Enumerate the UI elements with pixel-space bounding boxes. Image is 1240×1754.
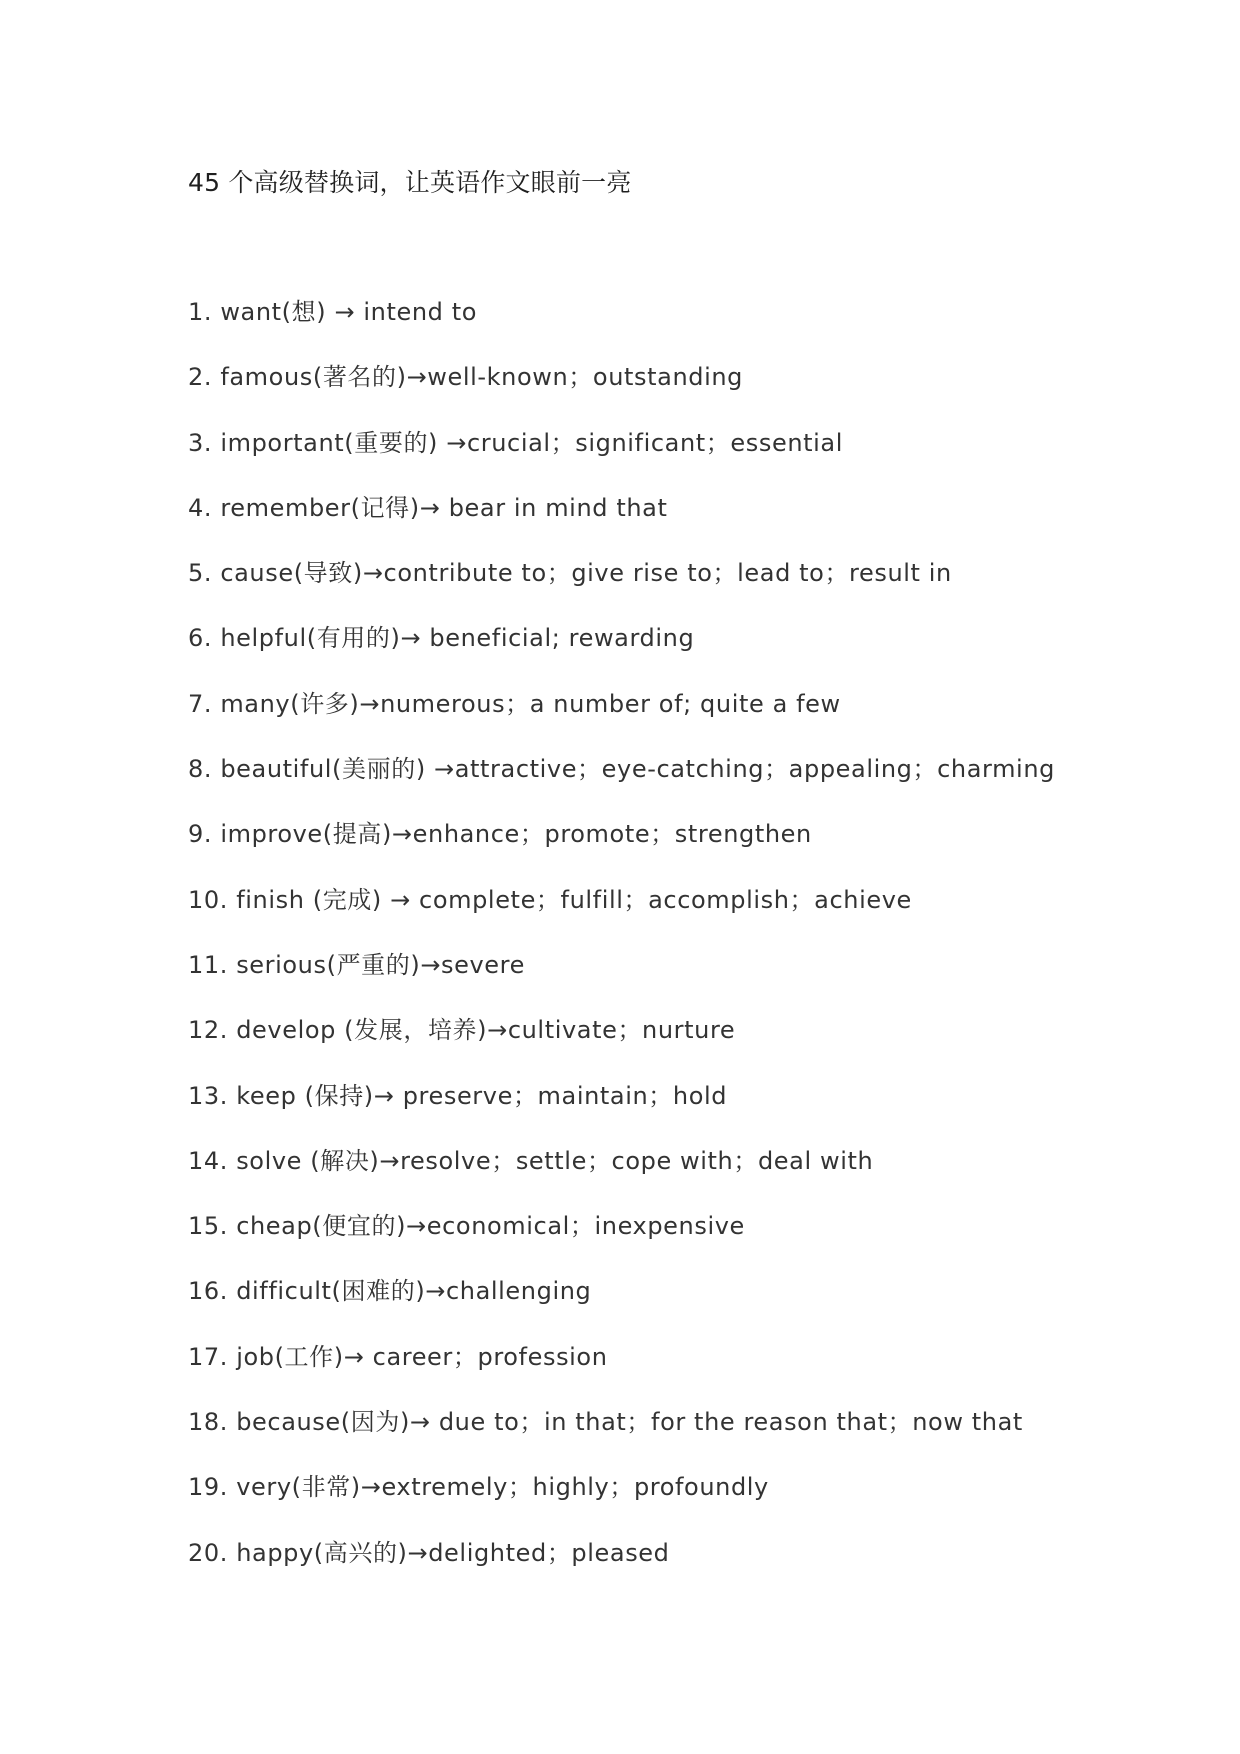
document-title: 45 个高级替换词，让英语作文眼前一亮 [188, 168, 632, 197]
list-item: 11. serious(严重的)→severe [188, 950, 525, 979]
list-item: 17. job(工作)→ career；profession [188, 1342, 608, 1371]
list-item: 13. keep (保持)→ preserve；maintain；hold [188, 1081, 728, 1110]
list-item: 1. want(想) → intend to [188, 298, 478, 326]
list-item: 5. cause(导致)→contribute to；give rise to；lead to；result in [188, 559, 952, 588]
list-item: 15. cheap(便宜的)→economical；inexpensive [188, 1212, 745, 1241]
list-item: 4. remember(记得)→ bear in mind that [188, 493, 668, 522]
list-item: 2. famous(著名的)→well-known；outstanding [188, 363, 744, 392]
list-item: 10. finish (完成) → complete；fulfill；accomplish；achieve [188, 885, 912, 914]
list-item: 19. very(非常)→extremely；highly；profoundly [188, 1473, 769, 1502]
list-item: 20. happy(高兴的)→delighted；pleased [188, 1538, 670, 1567]
list-item: 9. improve(提高)→enhance；promote；strengthen [188, 820, 812, 849]
list-item: 14. solve (解决)→resolve；settle；cope with；deal with [188, 1146, 874, 1175]
list-item: 18. because(因为)→ due to；in that；for the reason that；now that [188, 1408, 1023, 1437]
list-item: 7. many(许多)→numerous；a number of; quite a few [188, 689, 841, 718]
list-item: 6. helpful(有用的)→ beneficial; rewarding [188, 624, 695, 653]
list-item: 8. beautiful(美丽的) →attractive；eye-catching；appealing；charming [188, 755, 1055, 784]
list-item: 12. develop (发展，培养)→cultivate；nurture [188, 1016, 736, 1045]
list-item: 3. important(重要的) →crucial；significant；essential [188, 428, 844, 457]
list-item: 16. difficult(困难的)→challenging [188, 1277, 592, 1306]
word-replacement-list [188, 294, 1055, 1600]
